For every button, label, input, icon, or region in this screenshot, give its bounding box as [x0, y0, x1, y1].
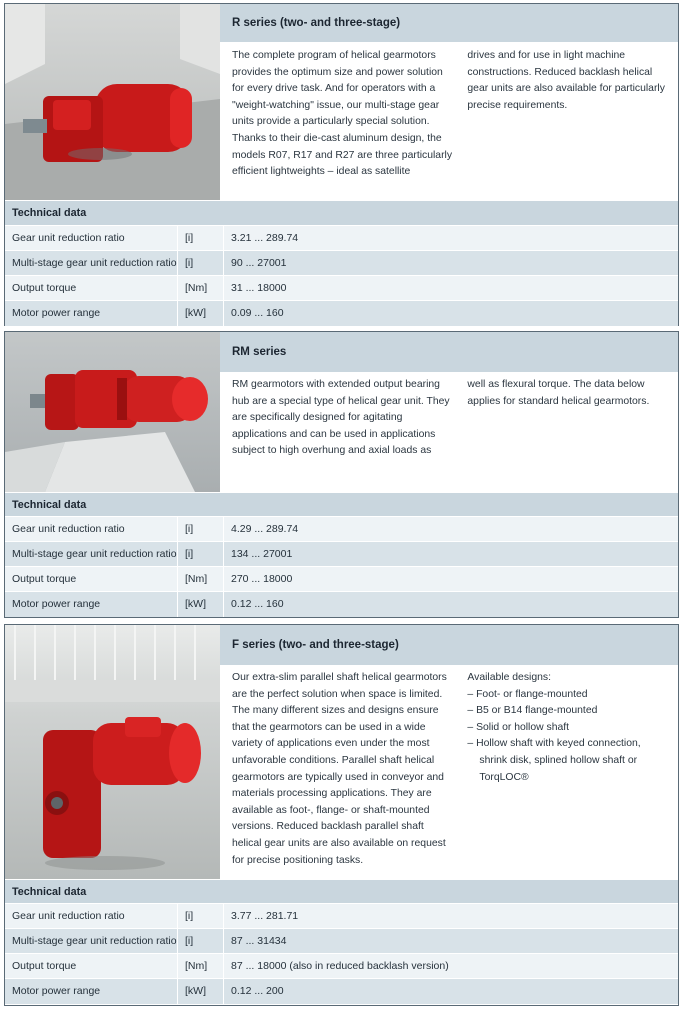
list-item: – Hollow shaft with keyed connection, shrink disk, splined hollow shaft or TorqLOC® — [467, 736, 666, 786]
table-row — [5, 542, 678, 567]
row-unit: [i] — [178, 929, 224, 954]
f-series-designs — [467, 670, 666, 869]
row-label: Motor power range — [5, 979, 178, 1004]
rm-series-title: RM series — [220, 332, 678, 372]
rm-series-text-col2: well as flexural torque. The data below applies for standard helical gearmotors. — [467, 379, 650, 407]
row-value: 3.77 ... 281.71 — [224, 904, 679, 929]
list-item: – Solid or hollow shaft — [467, 720, 666, 737]
row-unit: [i] — [178, 517, 224, 542]
table-row — [5, 592, 678, 617]
table-row — [5, 226, 678, 251]
row-label: Output torque — [5, 276, 178, 301]
row-label: Output torque — [5, 567, 178, 592]
row-value: 0.09 ... 160 — [224, 301, 679, 326]
r-series-text-col1: The complete program of helical gearmotors provides the optimum size and power solution for every drive task. And for operators with a "weight-watching" issue, our multi-stage gear units provide a particularly special solution. Thanks to their die-cast aluminum design, the models R07, R17 and R27 are three particularly efficient lightweights – ideal as satellite — [232, 50, 453, 178]
r-series-panel — [4, 3, 679, 326]
row-label: Multi-stage gear unit reduction ratio — [5, 542, 178, 567]
r-series-technical-table — [5, 225, 678, 326]
f-series-text-col1: Our extra-slim parallel shaft helical gearmotors are the perfect solution when space is limited. The many different sizes and designs ensure that the gearmotors can be used in a wide variety of applications even under the most unfavorable conditions. Parallel shaft helical gearmotors are typically used in conveyor and materials processing applications. They are available as foot-, flange- or shaft-mounted versions. Reduced backlash parallel shaft helical gear units are also available on request for precise positioning tasks. — [232, 672, 447, 866]
row-unit: [i] — [178, 904, 224, 929]
rm-series-panel — [4, 331, 679, 618]
table-row — [5, 517, 678, 542]
f-series-header-band — [5, 625, 678, 879]
row-unit: [Nm] — [178, 567, 224, 592]
f-series-product-photo — [5, 625, 220, 879]
row-unit: [i] — [178, 251, 224, 276]
f-series-description — [220, 625, 678, 879]
row-unit: [kW] — [178, 301, 224, 326]
f-series-technical-data-heading: Technical data — [5, 879, 678, 903]
row-label: Output torque — [5, 954, 178, 979]
f-series-panel — [4, 624, 679, 1006]
rm-series-technical-data-heading: Technical data — [5, 492, 678, 516]
row-label: Gear unit reduction ratio — [5, 904, 178, 929]
row-label: Gear unit reduction ratio — [5, 517, 178, 542]
rm-series-product-photo — [5, 332, 220, 492]
rm-series-header-band — [5, 332, 678, 492]
table-row — [5, 929, 678, 954]
list-item: – B5 or B14 flange-mounted — [467, 703, 666, 720]
row-value: 4.29 ... 289.74 — [224, 517, 679, 542]
row-unit: [Nm] — [178, 276, 224, 301]
table-row — [5, 904, 678, 929]
row-value: 87 ... 18000 (also in reduced backlash version) — [224, 954, 679, 979]
row-value: 270 ... 18000 — [224, 567, 679, 592]
rm-series-technical-table — [5, 516, 678, 617]
designs-heading: Available designs: — [467, 672, 551, 683]
row-value: 90 ... 27001 — [224, 251, 679, 276]
row-value: 0.12 ... 200 — [224, 979, 679, 1004]
row-unit: [Nm] — [178, 954, 224, 979]
r-series-product-photo — [5, 4, 220, 200]
table-row — [5, 301, 678, 326]
row-label: Multi-stage gear unit reduction ratio — [5, 251, 178, 276]
row-value: 134 ... 27001 — [224, 542, 679, 567]
table-row — [5, 276, 678, 301]
r-series-description — [220, 4, 678, 200]
row-value: 0.12 ... 160 — [224, 592, 679, 617]
rm-series-text-col1: RM gearmotors with extended output bearing hub are a special type of helical gear unit. They are specifically designed for agitating applications and can be used in applications subject to high overhung and axial loads as — [232, 379, 450, 457]
table-row — [5, 954, 678, 979]
row-unit: [kW] — [178, 592, 224, 617]
row-value: 87 ... 31434 — [224, 929, 679, 954]
table-row — [5, 567, 678, 592]
row-unit: [i] — [178, 226, 224, 251]
row-label: Gear unit reduction ratio — [5, 226, 178, 251]
designs-list — [467, 687, 666, 787]
row-unit: [kW] — [178, 979, 224, 1004]
r-series-header-band — [5, 4, 678, 200]
r-series-technical-data-heading: Technical data — [5, 200, 678, 225]
table-row — [5, 979, 678, 1004]
r-series-title: R series (two- and three-stage) — [220, 4, 678, 42]
row-value: 3.21 ... 289.74 — [224, 226, 679, 251]
table-row — [5, 251, 678, 276]
f-series-technical-table — [5, 903, 678, 1004]
row-unit: [i] — [178, 542, 224, 567]
f-series-title: F series (two- and three-stage) — [220, 625, 678, 665]
row-label: Motor power range — [5, 592, 178, 617]
row-label: Motor power range — [5, 301, 178, 326]
rm-series-description — [220, 332, 678, 492]
list-item: – Foot- or flange-mounted — [467, 687, 666, 704]
row-label: Multi-stage gear unit reduction ratio — [5, 929, 178, 954]
r-series-text-col2: drives and for use in light machine constructions. Reduced backlash helical gear units are also available for particularly precise requirements. — [467, 50, 665, 111]
row-value: 31 ... 18000 — [224, 276, 679, 301]
